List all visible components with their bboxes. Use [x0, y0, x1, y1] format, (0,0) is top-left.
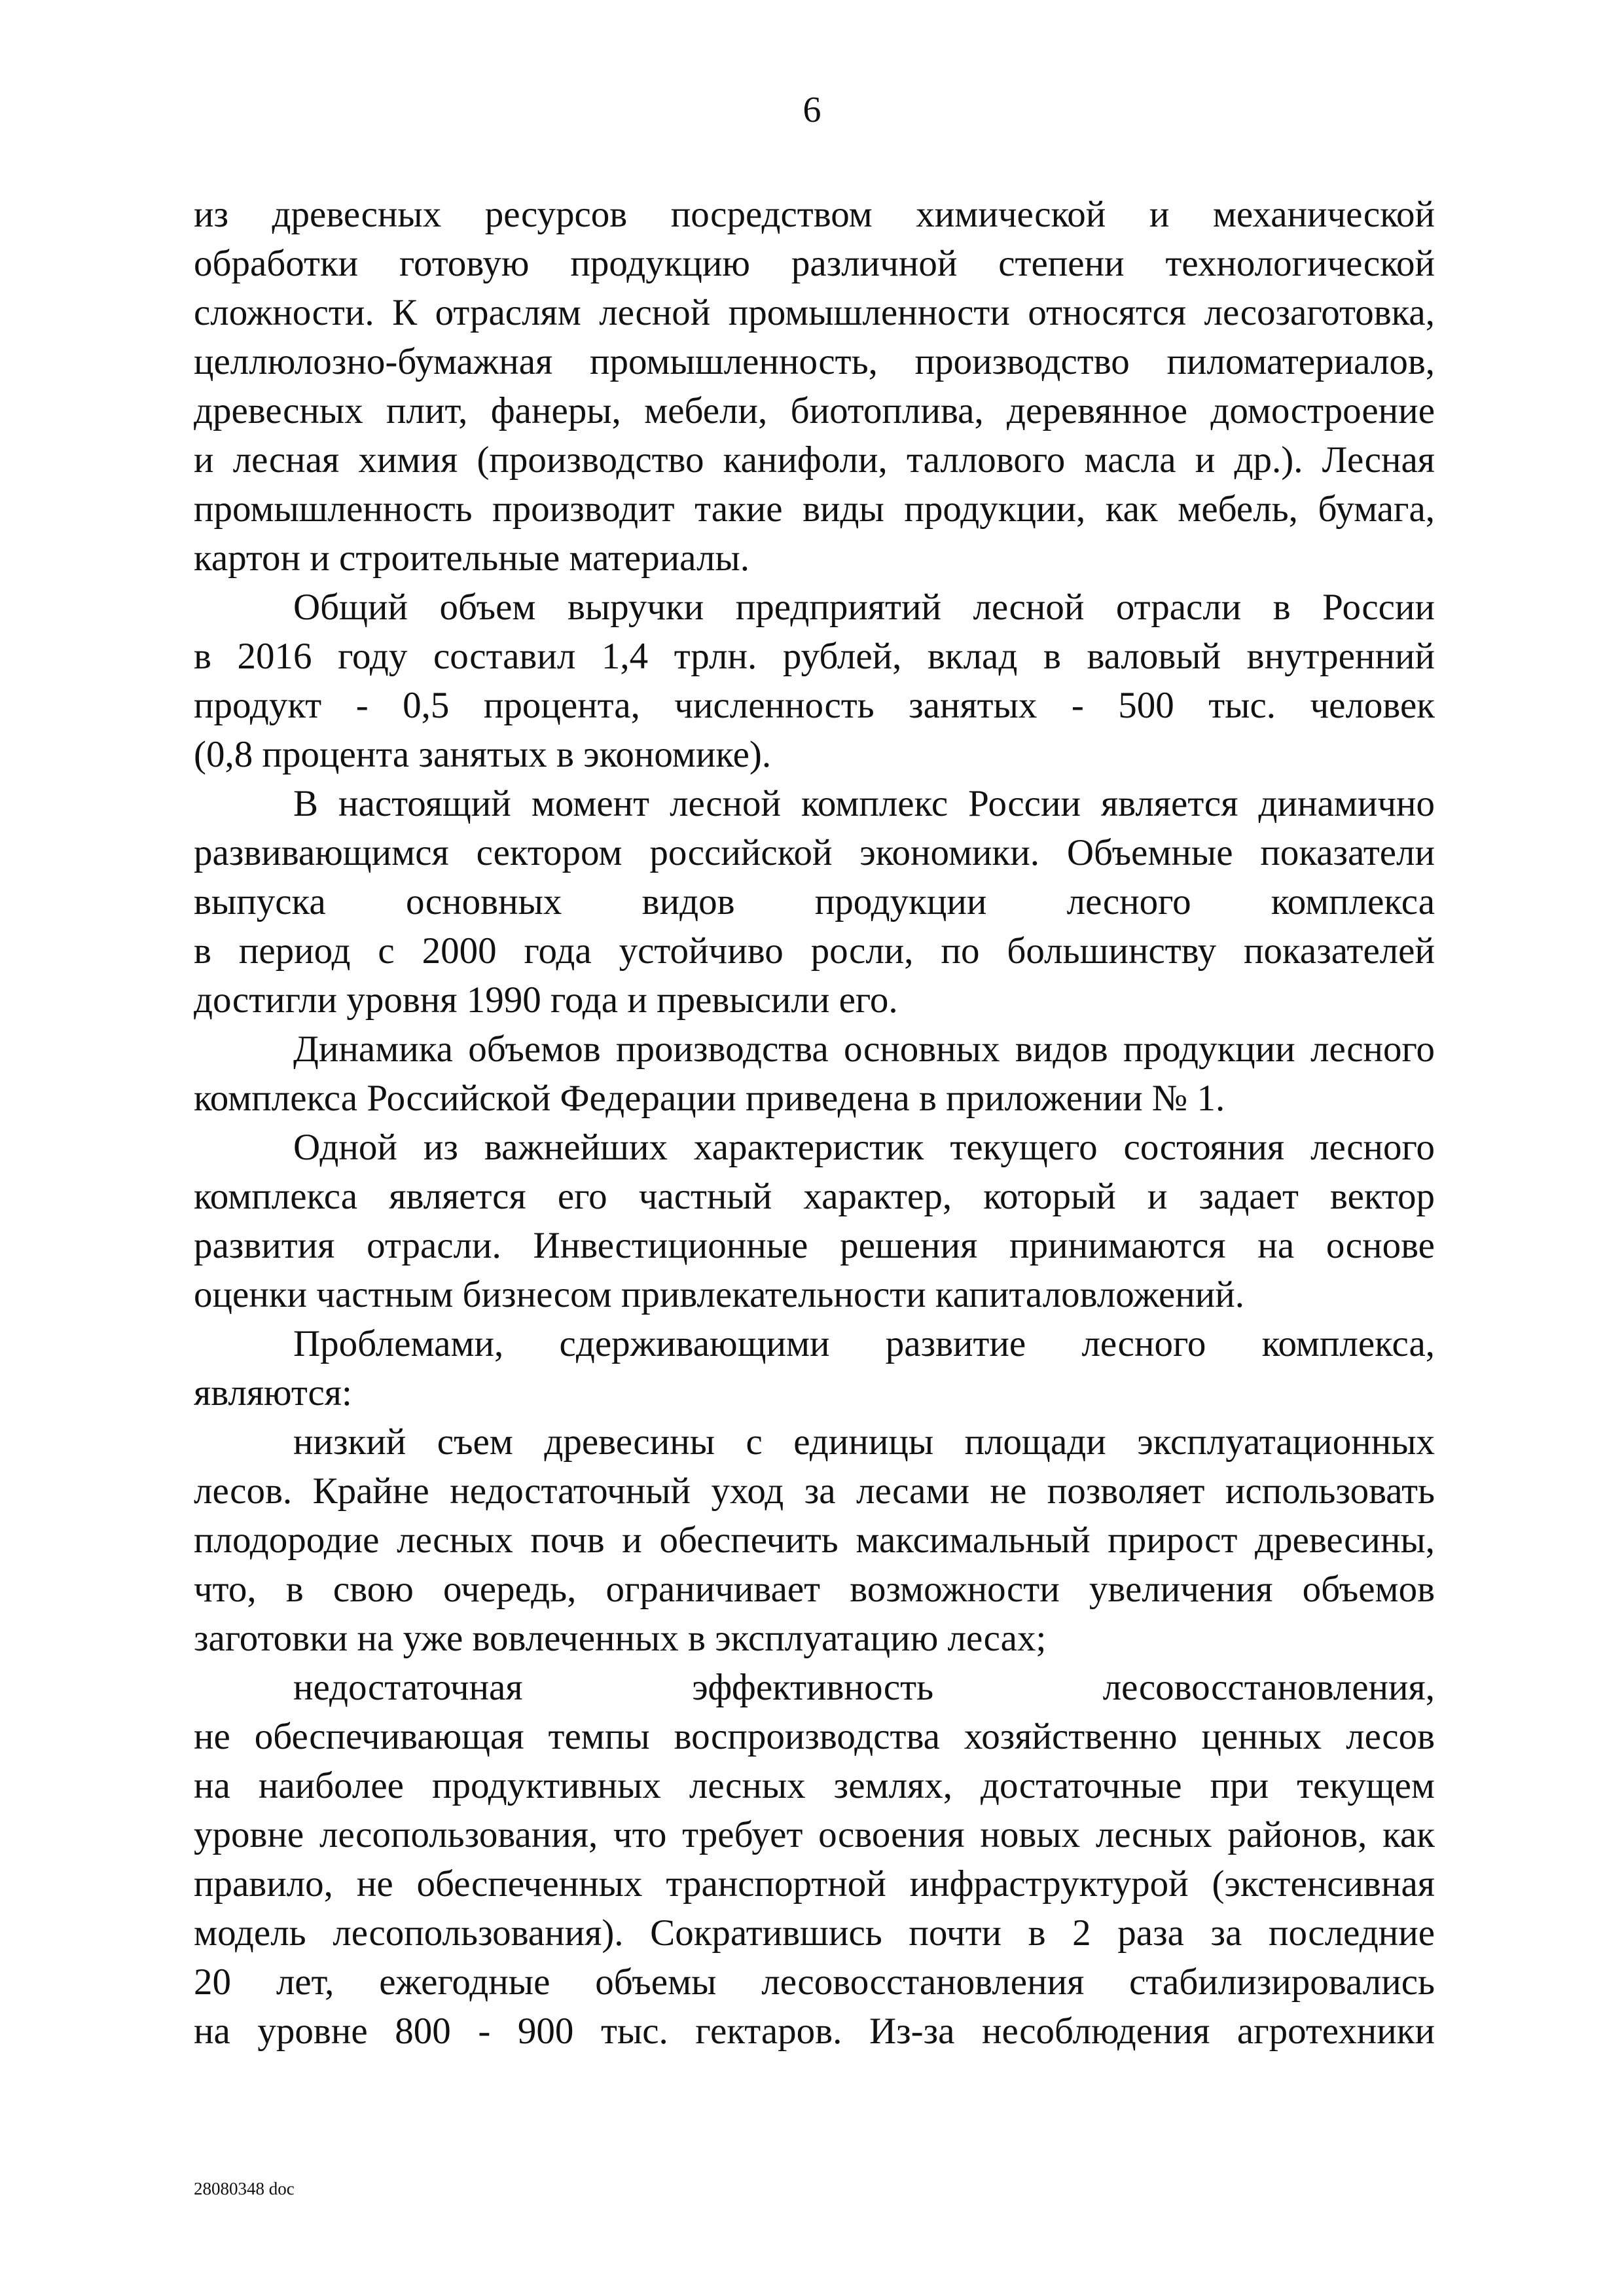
text-line: В настоящий момент лесной комплекс России является динамично [293, 783, 1435, 824]
text-line: правило, не обеспеченных транспортной инфраструктурой (экстенсивная [194, 1863, 1435, 1904]
text-line: 20 лет, ежегодные объемы лесовосстановления стабилизировались [194, 1961, 1435, 2003]
text-line: не обеспечивающая темпы воспроизводства хозяйственно ценных лесов [194, 1716, 1435, 1757]
text-line: заготовки на уже вовлеченных в эксплуатацию лесах; [194, 1618, 1047, 1659]
text-line: плодородие лесных почв и обеспечить максимальный прирост древесины, [194, 1520, 1435, 1561]
text-line: в 2016 году составил 1,4 трлн. рублей, вклад в валовый внутренний [194, 636, 1435, 677]
text-line: что, в свою очередь, ограничивает возможности увеличения объемов [194, 1569, 1435, 1610]
text-line: на наиболее продуктивных лесных землях, достаточные при текущем [194, 1765, 1435, 1806]
text-line: комплекса Российской Федерации приведена в приложении № 1. [194, 1078, 1225, 1119]
text-line: из древесных ресурсов посредством химической и механической [194, 194, 1435, 235]
text-line: и лесная химия (производство канифоли, таллового масла и др.). Лесная [194, 439, 1435, 481]
text-line: обработки готовую продукцию различной степени технологической [194, 243, 1435, 284]
text-line: Общий объем выручки предприятий лесной отрасли в России [293, 587, 1435, 628]
document-body [194, 190, 1435, 2056]
text-line: Проблемами, сдерживающими развитие лесного комплекса, [293, 1323, 1435, 1364]
text-line: комплекса является его частный характер, который и задает вектор [194, 1176, 1435, 1217]
text-line: модель лесопользования). Сократившись почти в 2 раза за последние [194, 1912, 1435, 1954]
document-footer-code: 28080348 doc [194, 2179, 295, 2198]
text-line: достигли уровня 1990 года и превысили его. [194, 979, 898, 1021]
text-line: недостаточная эффективность лесовосстановления, [293, 1667, 1435, 1708]
text-line: являются: [194, 1372, 352, 1413]
page-number: 6 [803, 90, 821, 130]
text-line: в период с 2000 года устойчиво росли, по большинству показателей [194, 930, 1435, 972]
text-line: уровне лесопользования, что требует освоения новых лесных районов, как [194, 1814, 1435, 1855]
text-line: промышленность производит такие виды продукции, как мебель, бумага, [194, 488, 1435, 530]
text-line: низкий съем древесины с единицы площади эксплуатационных [293, 1421, 1435, 1463]
text-line: продукт - 0,5 процента, численность занятых - 500 тыс. человек [194, 685, 1435, 726]
text-line: целлюлозно-бумажная промышленность, производство пиломатериалов, [194, 341, 1435, 382]
text-line: развития отрасли. Инвестиционные решения принимаются на основе [194, 1225, 1435, 1266]
text-line: Одной из важнейших характеристик текущего состояния лесного [293, 1127, 1435, 1168]
text-line: выпуска основных видов продукции лесного комплекса [194, 881, 1435, 922]
text-line: лесов. Крайне недостаточный уход за лесами не позволяет использовать [194, 1470, 1435, 1512]
text-line: (0,8 процента занятых в экономике). [194, 734, 772, 775]
text-line: на уровне 800 - 900 тыс. гектаров. Из-за несоблюдения агротехники [194, 2011, 1435, 2052]
text-line: оценки частным бизнесом привлекательности капиталовложений. [194, 1274, 1245, 1315]
text-line: древесных плит, фанеры, мебели, биотоплива, деревянное домостроение [194, 390, 1435, 431]
text-line: сложности. К отраслям лесной промышленности относятся лесозаготовка, [194, 292, 1435, 333]
text-line: картон и строительные материалы. [194, 538, 749, 579]
text-line: Динамика объемов производства основных видов продукции лесного [293, 1029, 1435, 1070]
text-line: развивающимся сектором российской экономики. Объемные показатели [194, 832, 1435, 873]
